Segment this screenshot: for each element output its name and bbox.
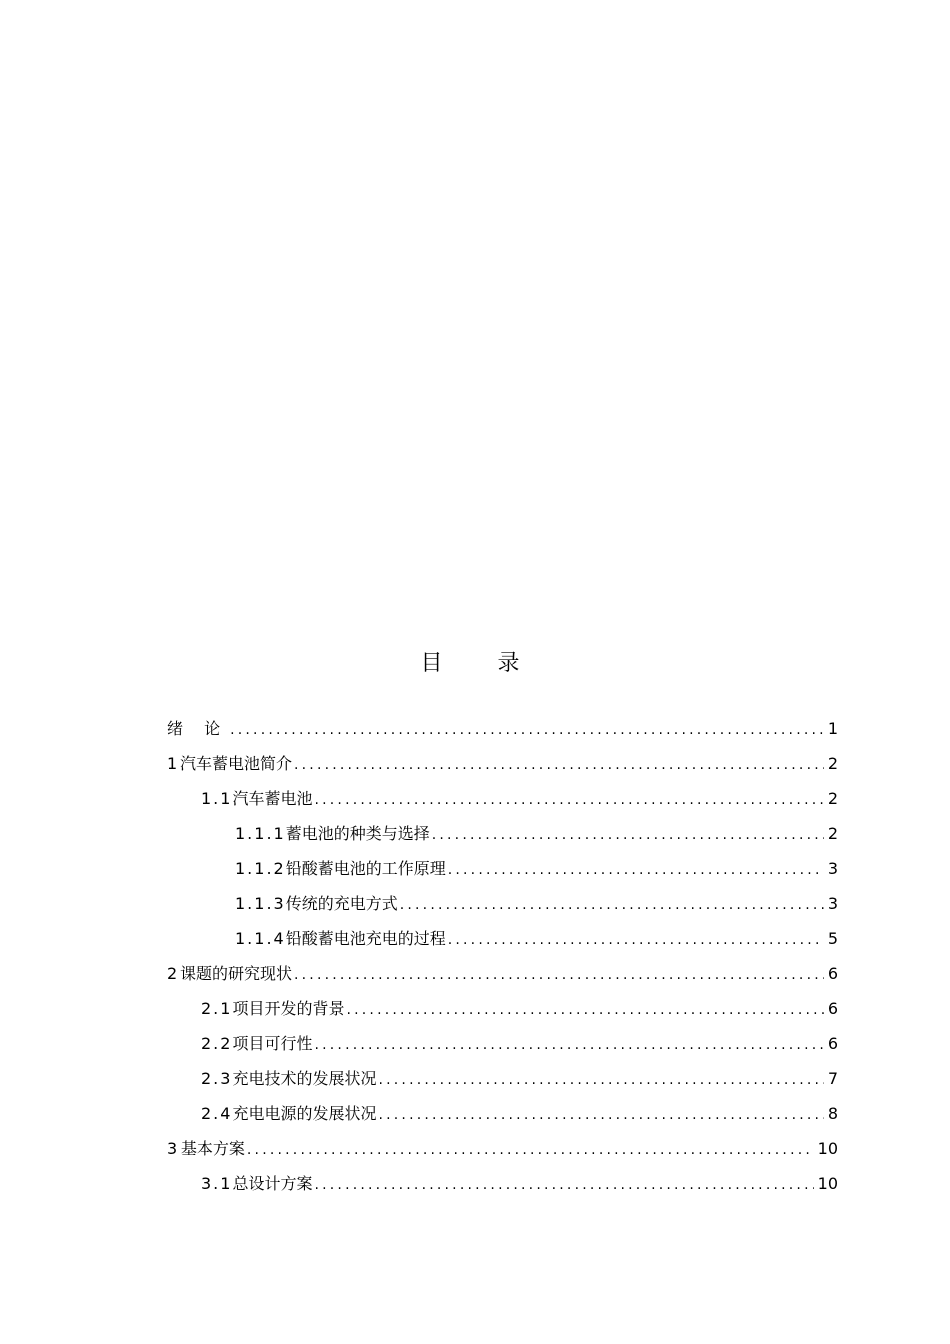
toc-leader-dots: [432, 818, 824, 853]
toc-leader-dots: [378, 1098, 823, 1133]
toc-entry[interactable]: [167, 886, 838, 921]
toc-entry[interactable]: [167, 851, 838, 886]
toc-entry-number: 2.3: [201, 1069, 233, 1088]
toc-entry-label: 汽车蓄电池简介: [179, 754, 292, 773]
toc-leader-dots: [378, 1063, 823, 1098]
toc-entry-number: 1.1.3: [235, 894, 286, 913]
toc-entry-label: 项目可行性: [232, 1034, 313, 1053]
toc-entry[interactable]: [167, 816, 838, 851]
toc-entry[interactable]: [167, 1026, 838, 1061]
toc-entry-number: 3: [167, 1139, 180, 1158]
toc-entry-label: 铅酸蓄电池充电的过程: [285, 929, 446, 948]
toc-entry[interactable]: [167, 921, 838, 956]
toc-entry-page: 7: [827, 1069, 838, 1088]
toc-entry-label: 汽车蓄电池: [232, 789, 313, 808]
toc-entry-number: 1: [167, 754, 180, 773]
toc-entry-label: 基本方案: [180, 1139, 245, 1158]
toc-entry[interactable]: [167, 1061, 838, 1096]
toc-entry-number: 2.1: [201, 999, 233, 1018]
toc-entry-page: 5: [827, 929, 838, 948]
toc-entry[interactable]: [167, 1166, 838, 1201]
toc-entry-number: 2: [167, 964, 180, 983]
toc-entry-page: 10: [817, 1174, 838, 1193]
toc-entry-page: 2: [827, 824, 838, 843]
toc-entry-label: 蓄电池的种类与选择: [285, 824, 430, 843]
toc-leader-dots: [448, 923, 824, 958]
toc-entry-number: 1.1.2: [235, 859, 286, 878]
toc-leader-dots: [294, 748, 824, 783]
toc-entry[interactable]: [167, 956, 838, 991]
toc-entry-label: 项目开发的背景: [232, 999, 345, 1018]
toc-entry[interactable]: [167, 1131, 838, 1166]
toc-list: [167, 711, 838, 1201]
toc-entry-page: 6: [827, 1034, 838, 1053]
toc-entry-label: 绪 论: [167, 719, 229, 738]
toc-leader-dots: [247, 1133, 814, 1168]
toc-entry-page: 6: [827, 964, 838, 983]
toc-entry-number: 2.2: [201, 1034, 233, 1053]
toc-entry-label: 铅酸蓄电池的工作原理: [285, 859, 446, 878]
toc-entry-number: 1.1.4: [235, 929, 286, 948]
toc-entry[interactable]: [167, 781, 838, 816]
toc-entry-number: 1.1.1: [235, 824, 286, 843]
toc-entry-number: 2.4: [201, 1104, 233, 1123]
toc-entry-page: 2: [827, 754, 838, 773]
toc-entry-label: 传统的充电方式: [285, 894, 398, 913]
toc-leader-dots: [314, 1168, 813, 1203]
toc-entry-page: 3: [827, 894, 838, 913]
toc-entry-page: 6: [827, 999, 838, 1018]
toc-entry-page: 10: [817, 1139, 838, 1158]
toc-entry[interactable]: [167, 1096, 838, 1131]
toc-entry-page: 8: [827, 1104, 838, 1123]
toc-leader-dots: [230, 713, 824, 748]
toc-entry-page: 1: [827, 719, 838, 738]
toc-entry-page: 3: [827, 859, 838, 878]
toc-entry-page: 2: [827, 789, 838, 808]
toc-title: 目 录: [420, 651, 544, 676]
toc-leader-dots: [400, 888, 824, 923]
toc-entry[interactable]: [167, 746, 838, 781]
toc-entry-label: 总设计方案: [232, 1174, 313, 1193]
toc-entry-label: 充电技术的发展状况: [232, 1069, 377, 1088]
toc-leader-dots: [294, 958, 824, 993]
toc-entry[interactable]: [167, 711, 838, 746]
toc-entry[interactable]: [167, 991, 838, 1026]
toc-entry-number: 3.1: [201, 1174, 233, 1193]
toc-leader-dots: [314, 1028, 823, 1063]
toc-leader-dots: [314, 783, 823, 818]
toc-leader-dots: [346, 993, 823, 1028]
toc-leader-dots: [448, 853, 824, 888]
toc-entry-label: 课题的研究现状: [179, 964, 292, 983]
toc-entry-number: 1.1: [201, 789, 233, 808]
toc-entry-label: 充电电源的发展状况: [232, 1104, 377, 1123]
